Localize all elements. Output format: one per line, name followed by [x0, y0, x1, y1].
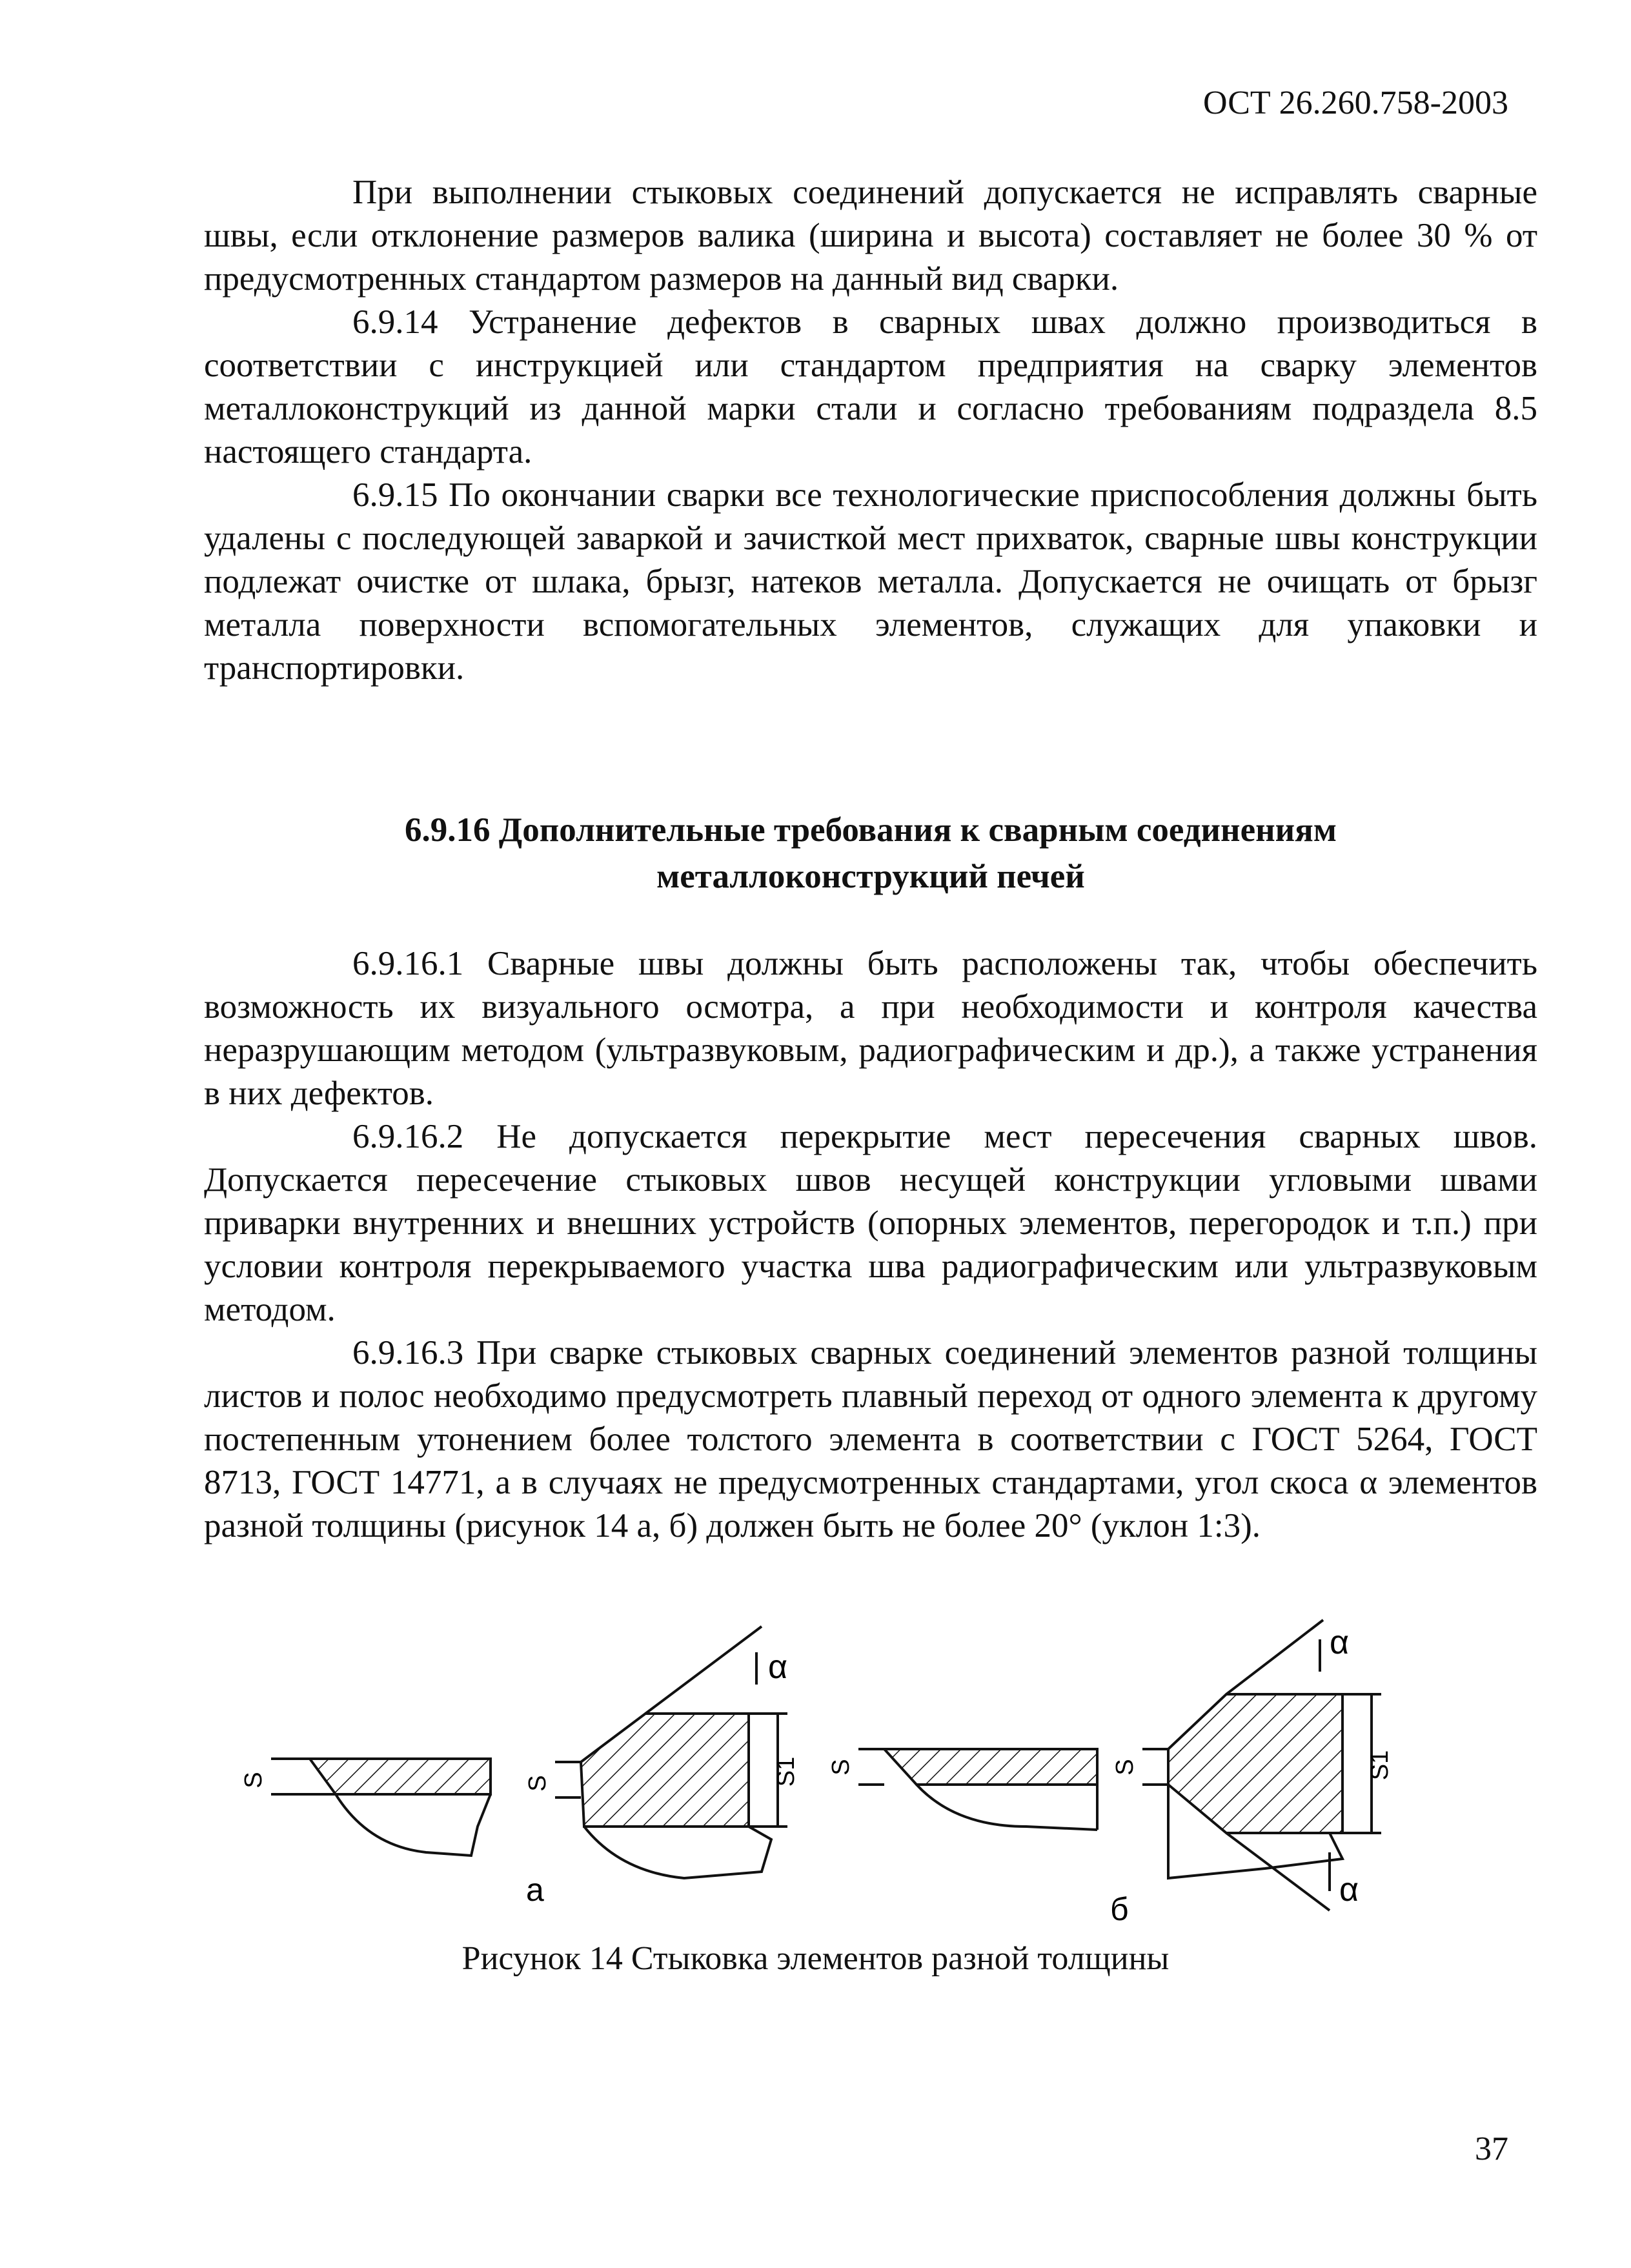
figure-a-thin-plate [271, 1759, 491, 1856]
figure-b-thin-plate [858, 1749, 1097, 1830]
figure-b-thick-plate [1142, 1620, 1381, 1910]
page-number: 37 [1475, 2131, 1508, 2167]
label-s1-a: S1 [773, 1756, 800, 1787]
label-alpha-a: α [768, 1648, 788, 1686]
section-heading [204, 807, 1537, 900]
label-a: а [526, 1872, 544, 1908]
label-s-b1: S [827, 1759, 855, 1776]
figure-a-thick-plate [555, 1626, 787, 1878]
section-heading-line2: металлоконструкций печей [656, 858, 1085, 895]
label-s-a1: S [240, 1772, 267, 1788]
label-s1-b: S1 [1366, 1750, 1393, 1781]
paragraph-6-9-15: 6.9.15 По окончании сварки все технологические приспособления должны быть удалены с последующей заваркой и зачисткой мест прихваток, сварные швы конструкции подлежат очистке от шлака, брызг, натеков металла. Допускается не очищать от брызг металла поверхности вспомогательных элементов, служащих для упаковки и транспортировки. [204, 476, 1537, 687]
label-s-b2: S [1111, 1759, 1139, 1776]
paragraph-6-9-14: 6.9.14 Устранение дефектов в сварных швах должно производиться в соответствии с инструкцией или стандартом предприятия на сварку элементов металлоконструкций из данной марки стали и согласно требованиям подраздела 8.5 настоящего стандарта. [204, 303, 1537, 471]
label-b: б [1110, 1891, 1129, 1927]
section-heading-line1: 6.9.16 Дополнительные требования к сварным соединениям [405, 811, 1337, 849]
figure-14 [232, 1614, 1459, 1939]
paragraph-butt-joints: При выполнении стыковых соединений допускается не исправлять сварные швы, если отклонение размеров валика (ширина и высота) составляет не более 30 % от предусмотренных стандартом размеров на данный вид сварки. [204, 174, 1537, 298]
paragraph-6-9-16-1: 6.9.16.1 Сварные швы должны быть расположены так, чтобы обеспечить возможность их визуального осмотра, а при необходимости и контроля качества неразрушающим методом (ультразвуковым, радиографическим и др.), а также устранения в них дефектов. [204, 945, 1537, 1112]
label-alpha-b-bottom: α [1339, 1871, 1359, 1909]
paragraph-6-9-16-3: 6.9.16.3 При сварке стыковых сварных соединений элементов разной толщины листов и полос необходимо предусмотреть плавный переход от одного элемента к другому постепенным утонением более толстого элемента в соответствии с ГОСТ 5264, ГОСТ 8713, ГОСТ 14771, а в случаях не предусмотренных стандартами, угол скоса α элементов разной толщины (рисунок 14 а, б) должен быть не более 20° (уклон 1:3). [204, 1334, 1537, 1544]
document-code: ОСТ 26.260.758-2003 [1203, 85, 1508, 121]
figure-14-drawing [232, 1614, 1459, 1936]
body-text-bottom [204, 942, 1537, 1548]
label-s-a2: S [524, 1775, 551, 1792]
body-text-top [204, 171, 1537, 690]
figure-caption: Рисунок 14 Стыковка элементов разной толщины [461, 1940, 1170, 1977]
paragraph-6-9-16-2: 6.9.16.2 Не допускается перекрытие мест пересечения сварных швов. Допускается пересечение стыковых швов несущей конструкции угловыми швами приварки внутренних и внешних устройств (опорных элементов, перегородок и т.п.) при условии контроля перекрываемого участка шва радиографическим или ультразвуковым методом. [204, 1118, 1537, 1328]
label-alpha-b-top: α [1330, 1624, 1350, 1661]
